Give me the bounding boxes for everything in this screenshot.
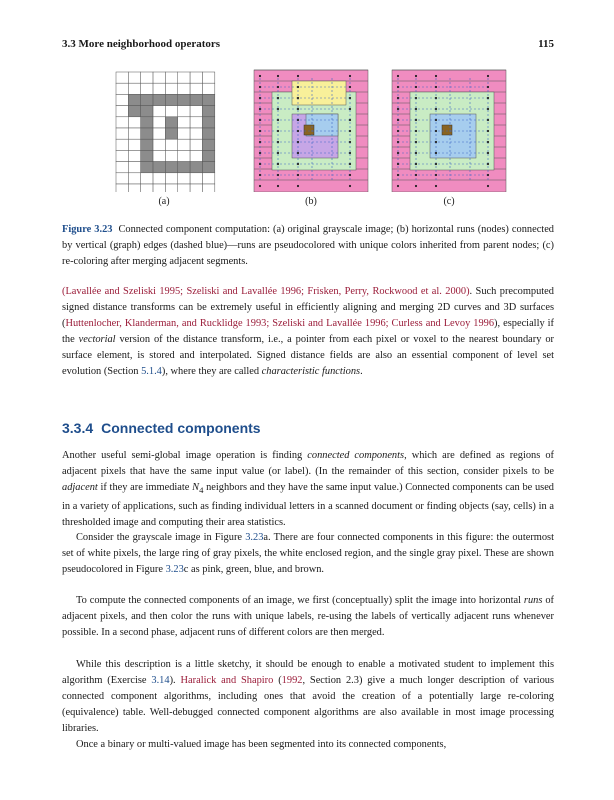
pixel-cell [178, 83, 190, 94]
pixel-cell [116, 173, 128, 184]
run-node [435, 108, 437, 110]
figure-link[interactable]: 3.23 [165, 563, 184, 575]
pixel-cell [153, 139, 165, 150]
pixel-cell [178, 139, 190, 150]
citation[interactable]: Haralick and Shapiro [180, 674, 274, 686]
run-node [435, 174, 437, 176]
pixel-cell [202, 83, 214, 94]
pixel-cell [190, 117, 202, 128]
pixel-cell [165, 162, 177, 173]
pixel-cell [116, 94, 128, 105]
run-node [259, 130, 261, 132]
run-node [297, 174, 299, 176]
pixel-cell [165, 139, 177, 150]
run-node [277, 86, 279, 88]
section-number: 3.3.4 [62, 420, 94, 436]
pixel-cell [153, 106, 165, 117]
run-node [349, 108, 351, 110]
pixel-cell [141, 128, 153, 139]
pixel-cell [128, 184, 140, 192]
pixel-cell [165, 128, 177, 139]
pixel-cell [116, 162, 128, 173]
run-node [415, 119, 417, 121]
run-node [297, 185, 299, 187]
run-node [415, 86, 417, 88]
pixel-cell [141, 162, 153, 173]
run-node [349, 141, 351, 143]
run-node [435, 86, 437, 88]
figure-link[interactable]: 3.23 [245, 532, 264, 543]
paragraph-continuation: Once a binary or multi-valued image has been segmented into its connected components, [76, 739, 447, 750]
figure-3-23 [110, 64, 514, 214]
run-node [397, 75, 399, 77]
run-node [435, 119, 437, 121]
pixel-cell [202, 72, 214, 83]
run-node [259, 174, 261, 176]
single-pixel-region [304, 125, 314, 135]
citation[interactable]: (Lavallée and Szeliski 1995; Szeliski and Lavallée 1996; Frisken, Perry, Rockwood et al. 2000) [62, 286, 470, 297]
pixel-cell [128, 162, 140, 173]
pixel-cell [128, 128, 140, 139]
pixel-cell [178, 72, 190, 83]
run-node [487, 141, 489, 143]
pixel-cell [128, 139, 140, 150]
pixel-cell [165, 117, 177, 128]
run-node [349, 185, 351, 187]
run-node [415, 141, 417, 143]
run-node [487, 152, 489, 154]
pixel-cell [190, 94, 202, 105]
run-node [259, 108, 261, 110]
run-node [297, 119, 299, 121]
pixel-cell [165, 173, 177, 184]
run-node [435, 75, 437, 77]
run-node [397, 108, 399, 110]
run-node [349, 86, 351, 88]
run-node [415, 130, 417, 132]
pixel-cell [202, 106, 214, 117]
run-node [297, 75, 299, 77]
pixel-cell [178, 184, 190, 192]
run-node [435, 163, 437, 165]
run-node [349, 152, 351, 154]
run-node [277, 130, 279, 132]
pixel-cell [165, 106, 177, 117]
figure-caption [62, 222, 554, 270]
run-node [259, 185, 261, 187]
pixel-cell [128, 94, 140, 105]
run-node [297, 141, 299, 143]
panel-c-merged-components [390, 68, 508, 192]
pixel-cell [153, 94, 165, 105]
pixel-cell [128, 106, 140, 117]
pixel-cell [178, 162, 190, 173]
section-title [62, 420, 269, 436]
pixel-cell [190, 162, 202, 173]
run-node [259, 163, 261, 165]
citation[interactable]: Huttenlocher, Klanderman, and Rucklidge 1993; Szeliski and Lavallée 1996; Curless and Levoy 1996 [65, 317, 495, 329]
pixel-cell [190, 150, 202, 161]
pixel-cell [128, 117, 140, 128]
pixel-cell [153, 83, 165, 94]
run-node [259, 141, 261, 143]
run-node [277, 75, 279, 77]
pixel-cell [116, 184, 128, 192]
run-node [297, 163, 299, 165]
run-node [435, 185, 437, 187]
pixel-cell [178, 106, 190, 117]
run-node [349, 119, 351, 121]
pixel-cell [141, 94, 153, 105]
panel-label-c: (c) [443, 196, 455, 207]
run-node [435, 130, 437, 132]
pixel-cell [190, 173, 202, 184]
pixel-cell [178, 94, 190, 105]
run-node [349, 174, 351, 176]
run-node [397, 97, 399, 99]
paragraph-example: Consider the grayscale image in Figure 3.23a. There are four connected components in this figure: the outermost set of white pixels, the large ring of gray pixels, the white enclosed region, and the single gray pixel. These are shown pseudocolored in Figure 3.23c as pink, green, blue, and brown. [62, 532, 554, 575]
section-heading: 3.3 More neighborhood operators [62, 38, 221, 50]
run-node [277, 97, 279, 99]
run-node [259, 86, 261, 88]
pixel-cell [190, 106, 202, 117]
run-node [259, 152, 261, 154]
pixel-cell [165, 184, 177, 192]
pixel-cell [202, 128, 214, 139]
pixel-cell [202, 150, 214, 161]
pixel-cell [141, 184, 153, 192]
run-node [349, 163, 351, 165]
run-node [397, 141, 399, 143]
run-node [415, 97, 417, 99]
pixel-cell [165, 72, 177, 83]
paragraph-intro: Another useful semi-global image operation is finding connected components, which are defined as regions of adjacent pixels that have the same input value (or label). (In the remainder of this section, consider pixels to be adjacent if they are immediate $N_4$ neighbors and they have the same input value.) Connected components can be used in a variety of applications, such as finding individual letters in a scanned document or finding objects (say, cells) in a thresholded image and computing their area statistics. [62, 450, 555, 528]
pixel-cell [141, 139, 153, 150]
run-node [277, 108, 279, 110]
pixel-cell [178, 128, 190, 139]
pixel-cell [116, 139, 128, 150]
run-node [397, 174, 399, 176]
run-node [415, 163, 417, 165]
run-node [415, 108, 417, 110]
figure-number: Figure 3.23 [62, 224, 113, 235]
caption-text: Connected component computation: (a) original grayscale image; (b) horizontal runs (nodes) connected by vertical (graph) edges (dashed blue)—runs are pseudocolored with unique colors inherited from parent nodes; (c) re-coloring after merging adjacent segments. [62, 224, 554, 267]
run-node [277, 174, 279, 176]
run-node [415, 185, 417, 187]
run-node [349, 97, 351, 99]
run-node [487, 108, 489, 110]
pixel-cell [190, 83, 202, 94]
run-node [415, 152, 417, 154]
run-node [397, 185, 399, 187]
run-node [277, 152, 279, 154]
panel-b-runs-graph [252, 68, 370, 192]
pixel-cell [153, 162, 165, 173]
run-node [297, 97, 299, 99]
pixel-cell [202, 94, 214, 105]
panel-label-a: (a) [158, 196, 170, 207]
run-node [487, 86, 489, 88]
pixel-cell [116, 72, 128, 83]
pixel-cell [128, 150, 140, 161]
paragraph-algorithm: While this description is a little sketchy, it should be enough to enable a motivated student to implement this algorithm (Exercise 3.14). Haralick and Shapiro (1992, Section 2.3) give a much longer description of various connected component algorithms, including ones that avoid the creation of a potentially large re-coloring (equivalence) table. Well-debugged connected component algorithms are also available in most image processing libraries. [62, 659, 555, 734]
page-number: 115 [538, 38, 554, 50]
run-node [435, 97, 437, 99]
run-node [397, 119, 399, 121]
section-link[interactable]: 5.1.4 [141, 365, 162, 377]
pixel-cell [178, 173, 190, 184]
run-node [397, 86, 399, 88]
run-node [415, 174, 417, 176]
pixel-cell [190, 128, 202, 139]
run-node [297, 130, 299, 132]
pixel-cell [116, 106, 128, 117]
pixel-cell [141, 117, 153, 128]
run-node [277, 163, 279, 165]
run-node [487, 185, 489, 187]
exercise-link[interactable]: 3.14 [151, 674, 170, 686]
run-node [435, 152, 437, 154]
pixel-cell [116, 128, 128, 139]
pixel-cell [153, 150, 165, 161]
pixel-cell [202, 184, 214, 192]
pixel-cell [141, 173, 153, 184]
pixel-cell [202, 173, 214, 184]
run-node [397, 163, 399, 165]
pixel-cell [202, 117, 214, 128]
run-node [487, 130, 489, 132]
pixel-cell [141, 72, 153, 83]
section-name: Connected components [101, 420, 261, 436]
pixel-cell [165, 83, 177, 94]
pixel-cell [190, 184, 202, 192]
run-node [487, 163, 489, 165]
run-node [259, 75, 261, 77]
pixel-cell [141, 150, 153, 161]
run-node [297, 108, 299, 110]
paragraph-runs: To compute the connected components of an image, we first (conceptually) split the image into horizontal runs of adjacent pixels, and then color the runs with unique labels, re-using the labels of vertically adjacent runs whenever possible. In a second phase, adjacent runs of different colors are then merged. [62, 595, 554, 638]
run-node [487, 174, 489, 176]
yellow-run-region [292, 81, 346, 105]
pixel-cell [153, 128, 165, 139]
pixel-cell [190, 72, 202, 83]
run-node [277, 119, 279, 121]
run-node [487, 97, 489, 99]
pixel-cell [178, 117, 190, 128]
run-node [487, 119, 489, 121]
run-node [277, 141, 279, 143]
run-node [415, 75, 417, 77]
pixel-cell [178, 150, 190, 161]
pixel-cell [165, 150, 177, 161]
run-node [297, 86, 299, 88]
run-node [397, 152, 399, 154]
run-node [349, 130, 351, 132]
pixel-cell [165, 94, 177, 105]
pixel-cell [153, 72, 165, 83]
panel-a-grayscale-image [110, 68, 216, 192]
run-node [259, 119, 261, 121]
run-node [259, 97, 261, 99]
run-node [487, 75, 489, 77]
pixel-cell [141, 106, 153, 117]
pixel-cell [153, 117, 165, 128]
single-pixel-region [442, 125, 452, 135]
pixel-cell [153, 173, 165, 184]
panel-label-b: (b) [305, 196, 317, 207]
pixel-cell [190, 139, 202, 150]
pixel-cell [116, 83, 128, 94]
pixel-cell [202, 162, 214, 173]
run-node [397, 130, 399, 132]
pixel-cell [116, 117, 128, 128]
run-node [435, 141, 437, 143]
pixel-cell [128, 83, 140, 94]
pixel-cell [141, 83, 153, 94]
run-node [277, 185, 279, 187]
pixel-cell [128, 173, 140, 184]
pixel-cell [153, 184, 165, 192]
citation[interactable]: 1992 [281, 674, 303, 686]
run-node [297, 152, 299, 154]
pixel-cell [202, 139, 214, 150]
running-header [62, 38, 554, 52]
paragraph-distance-transform: (Lavallée and Szeliski 1995; Szeliski and Lavallée 1996; Frisken, Perry, Rockwood et al. 2000). Such precomputed signed distance transforms can be extremely useful in efficiently aligning and merging 2D curves and 3D surfaces (Huttenlocher, Klanderman, and Rucklidge 1993; Szeliski and Lavallée 1996; Curless and Levoy 1996), especially if the vectorial version of the distance transform, i.e., a pointer from each pixel or voxel to the nearest boundary or surface element, is stored and interpolated. Signed distance fields are also an essential component of level set evolution (Section 5.1.4), where they are called characteristic functions. [62, 286, 554, 377]
run-node [349, 75, 351, 77]
pixel-cell [116, 150, 128, 161]
pixel-cell [128, 72, 140, 83]
